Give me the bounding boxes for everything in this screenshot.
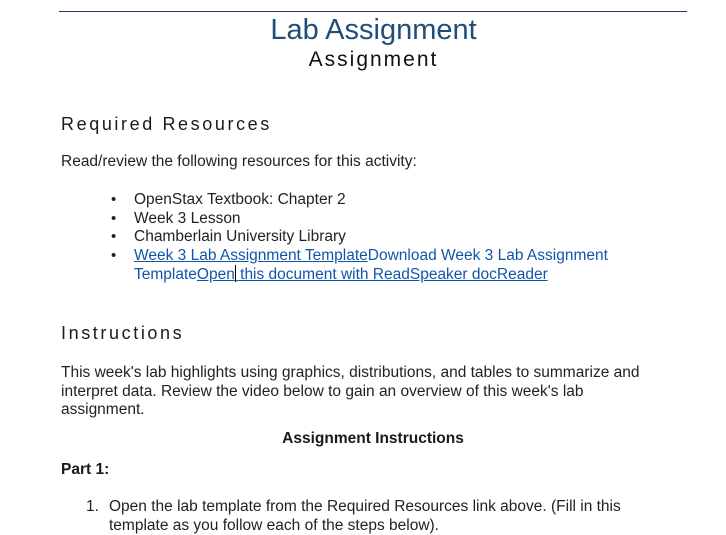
- docreader-open-rest: this document with ReadSpeaker docReader: [235, 266, 548, 283]
- header-rule: [59, 11, 687, 12]
- step-number: 1.: [86, 498, 99, 515]
- instructions-intro: This week's lab highlights using graphics, distributions, and tables to summarize and interpret data. Review the video below to gain an overview of this week's lab assignment.: [61, 364, 640, 418]
- document-title: Lab Assignment: [270, 14, 477, 46]
- template-link[interactable]: Week 3 Lab Assignment Template: [134, 246, 368, 264]
- list-item: [0, 228, 660, 247]
- list-item: [0, 498, 680, 535]
- bullet-icon: •: [111, 191, 117, 208]
- bullet-icon: •: [111, 246, 117, 264]
- list-item: [0, 210, 660, 229]
- required-resources-heading: Required Resources: [61, 114, 272, 134]
- instructions-heading: Instructions: [61, 323, 185, 343]
- resource-library: Chamberlain University Library: [134, 228, 346, 245]
- download-template-link[interactable]: Download Week 3 Lab Assignment Template: [134, 246, 608, 283]
- bullet-icon: •: [111, 228, 117, 245]
- resources-list: [0, 191, 660, 285]
- resource-week3-lesson: Week 3 Lesson: [134, 209, 241, 227]
- bullet-icon: •: [111, 209, 117, 227]
- step-text: Open the lab template from the Required Resources link above. (Fill in this template as you follow each of the steps below).: [109, 498, 621, 534]
- resource-openstax: OpenStax Textbook: Chapter 2: [134, 191, 346, 208]
- resources-intro: Read/review the following resources for this activity:: [61, 153, 417, 170]
- docreader-open-prefix: Open: [196, 266, 235, 283]
- docreader-open-link[interactable]: [197, 266, 548, 283]
- steps-list: [0, 498, 680, 535]
- list-item: [0, 191, 660, 210]
- document-subtitle: Assignment: [308, 48, 439, 71]
- list-item: [0, 247, 660, 285]
- assignment-instructions-heading: Assignment Instructions: [282, 430, 464, 447]
- part-1-label: Part 1:: [61, 461, 110, 478]
